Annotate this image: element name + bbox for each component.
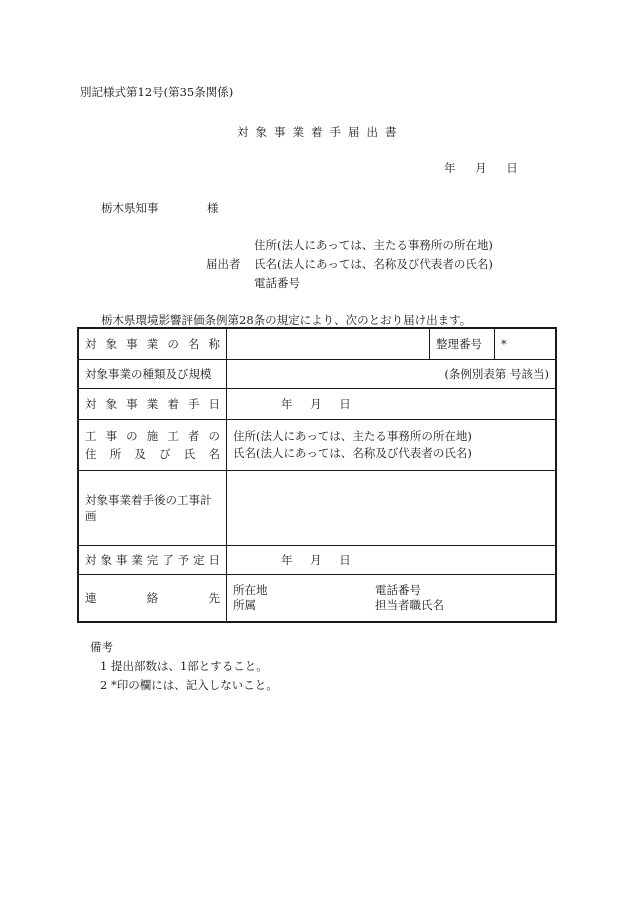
contact-label bbox=[78, 575, 227, 623]
label-char: 事 bbox=[126, 397, 138, 411]
label-char: 定 bbox=[193, 553, 205, 567]
addressee-suffix: 様 bbox=[207, 201, 219, 215]
start-date-label bbox=[78, 389, 227, 420]
filer-name-line: 氏名(法人にあっては、名称及び代表者の氏名) bbox=[254, 257, 493, 271]
label-char: 対 bbox=[85, 553, 97, 567]
remarks-item: 2 *印の欄には、記入しないこと。 bbox=[100, 678, 278, 692]
label-char: 手 bbox=[187, 397, 200, 411]
label-char: 予 bbox=[177, 553, 190, 567]
filer-address-line: 住所(法人にあっては、主たる事務所の所在地) bbox=[254, 238, 493, 252]
contact-location-label: 所在地 bbox=[233, 583, 268, 597]
label-char: 業 bbox=[146, 397, 159, 411]
filer-details bbox=[254, 236, 493, 293]
table-row bbox=[78, 471, 556, 546]
table-row bbox=[78, 575, 556, 623]
notification-table bbox=[77, 327, 557, 623]
label-char: 所 bbox=[109, 447, 122, 461]
label-char: 称 bbox=[208, 337, 220, 351]
completion-date-label bbox=[78, 546, 227, 575]
label-char: び bbox=[159, 447, 171, 461]
label-text bbox=[85, 428, 220, 444]
label-char: 先 bbox=[208, 591, 220, 605]
contractor-field[interactable] bbox=[227, 420, 557, 471]
label-char: 象 bbox=[105, 337, 118, 351]
label-text bbox=[85, 552, 220, 568]
label-char: 者 bbox=[187, 429, 200, 443]
document-title: 対象事業着手届出書 bbox=[237, 125, 404, 139]
contact-field[interactable] bbox=[227, 575, 557, 623]
remarks-item: 1 提出部数は、1部とすること。 bbox=[100, 659, 268, 673]
contact-phone-label: 電話番号 bbox=[375, 583, 421, 597]
label-char: 名 bbox=[208, 447, 220, 461]
label-char: 及 bbox=[134, 447, 146, 461]
label-char: 連 bbox=[85, 591, 97, 605]
label-char: 着 bbox=[167, 397, 179, 411]
contractor-address-line: 住所(法人にあっては、主たる事務所の所在地) bbox=[233, 429, 472, 443]
filer-label: 届出者 bbox=[206, 257, 241, 271]
contact-person-label: 担当者職氏名 bbox=[375, 598, 444, 612]
label-char: 対 bbox=[85, 337, 97, 351]
label-char: 事 bbox=[115, 553, 128, 567]
label-char: 対 bbox=[85, 397, 97, 411]
project-name-label bbox=[78, 328, 227, 360]
table-row bbox=[78, 328, 556, 360]
label-char: 氏 bbox=[183, 447, 196, 461]
table-row bbox=[78, 360, 556, 389]
label-char: 業 bbox=[146, 337, 159, 351]
label-char: 住 bbox=[85, 447, 97, 461]
construction-plan-field[interactable] bbox=[227, 471, 557, 546]
intro-text: 栃木県環境影響評価条例第28条の規定により、次のとおり届け出ます。 bbox=[101, 313, 472, 327]
label-char: 工 bbox=[85, 429, 97, 443]
label-text bbox=[85, 336, 220, 352]
contact-dept-label: 所属 bbox=[233, 598, 256, 612]
table-row bbox=[78, 546, 556, 575]
label-char: の bbox=[167, 337, 179, 351]
label-char: 業 bbox=[131, 553, 143, 567]
label-char: 完 bbox=[146, 553, 159, 567]
date-line: 年 月 日 bbox=[444, 161, 518, 175]
project-type-field[interactable]: (条例別表第 号該当) bbox=[227, 360, 557, 389]
label-char: 象 bbox=[100, 553, 112, 567]
label-text bbox=[85, 590, 220, 606]
table-row bbox=[78, 389, 556, 420]
table-row bbox=[78, 420, 556, 471]
label-char: 絡 bbox=[146, 591, 159, 605]
label-char: 了 bbox=[162, 553, 174, 567]
project-name-field[interactable] bbox=[227, 328, 430, 360]
label-char: 名 bbox=[187, 337, 200, 351]
serial-number-label: 整理番号 bbox=[430, 328, 495, 360]
label-char: 工 bbox=[167, 429, 179, 443]
form-number: 別記様式第12号(第35条関係) bbox=[80, 85, 234, 99]
label-char: の bbox=[208, 429, 220, 443]
filer-phone-line: 電話番号 bbox=[254, 276, 300, 290]
label-char: 日 bbox=[208, 397, 220, 411]
contractor-name-line: 氏名(法人にあっては、名称及び代表者の氏名) bbox=[233, 446, 472, 460]
label-char: 施 bbox=[146, 429, 159, 443]
start-date-field[interactable]: 年 月 日 bbox=[227, 389, 557, 420]
project-type-label: 対象事業の種類及び規模 bbox=[78, 360, 227, 389]
serial-number-field: * bbox=[495, 328, 557, 360]
remarks bbox=[90, 638, 278, 695]
label-char: の bbox=[126, 429, 138, 443]
remarks-heading: 備考 bbox=[90, 640, 113, 654]
label-text bbox=[85, 446, 220, 462]
label-char: 日 bbox=[208, 553, 220, 567]
label-char: 事 bbox=[126, 337, 138, 351]
label-text bbox=[85, 396, 220, 412]
addressee: 栃木県知事 bbox=[101, 201, 159, 215]
label-char: 象 bbox=[105, 397, 118, 411]
label-char: 事 bbox=[105, 429, 118, 443]
contractor-label bbox=[78, 420, 227, 471]
construction-plan-label: 対象事業着手後の工事計画 bbox=[78, 471, 227, 546]
completion-date-field[interactable]: 年 月 日 bbox=[227, 546, 557, 575]
